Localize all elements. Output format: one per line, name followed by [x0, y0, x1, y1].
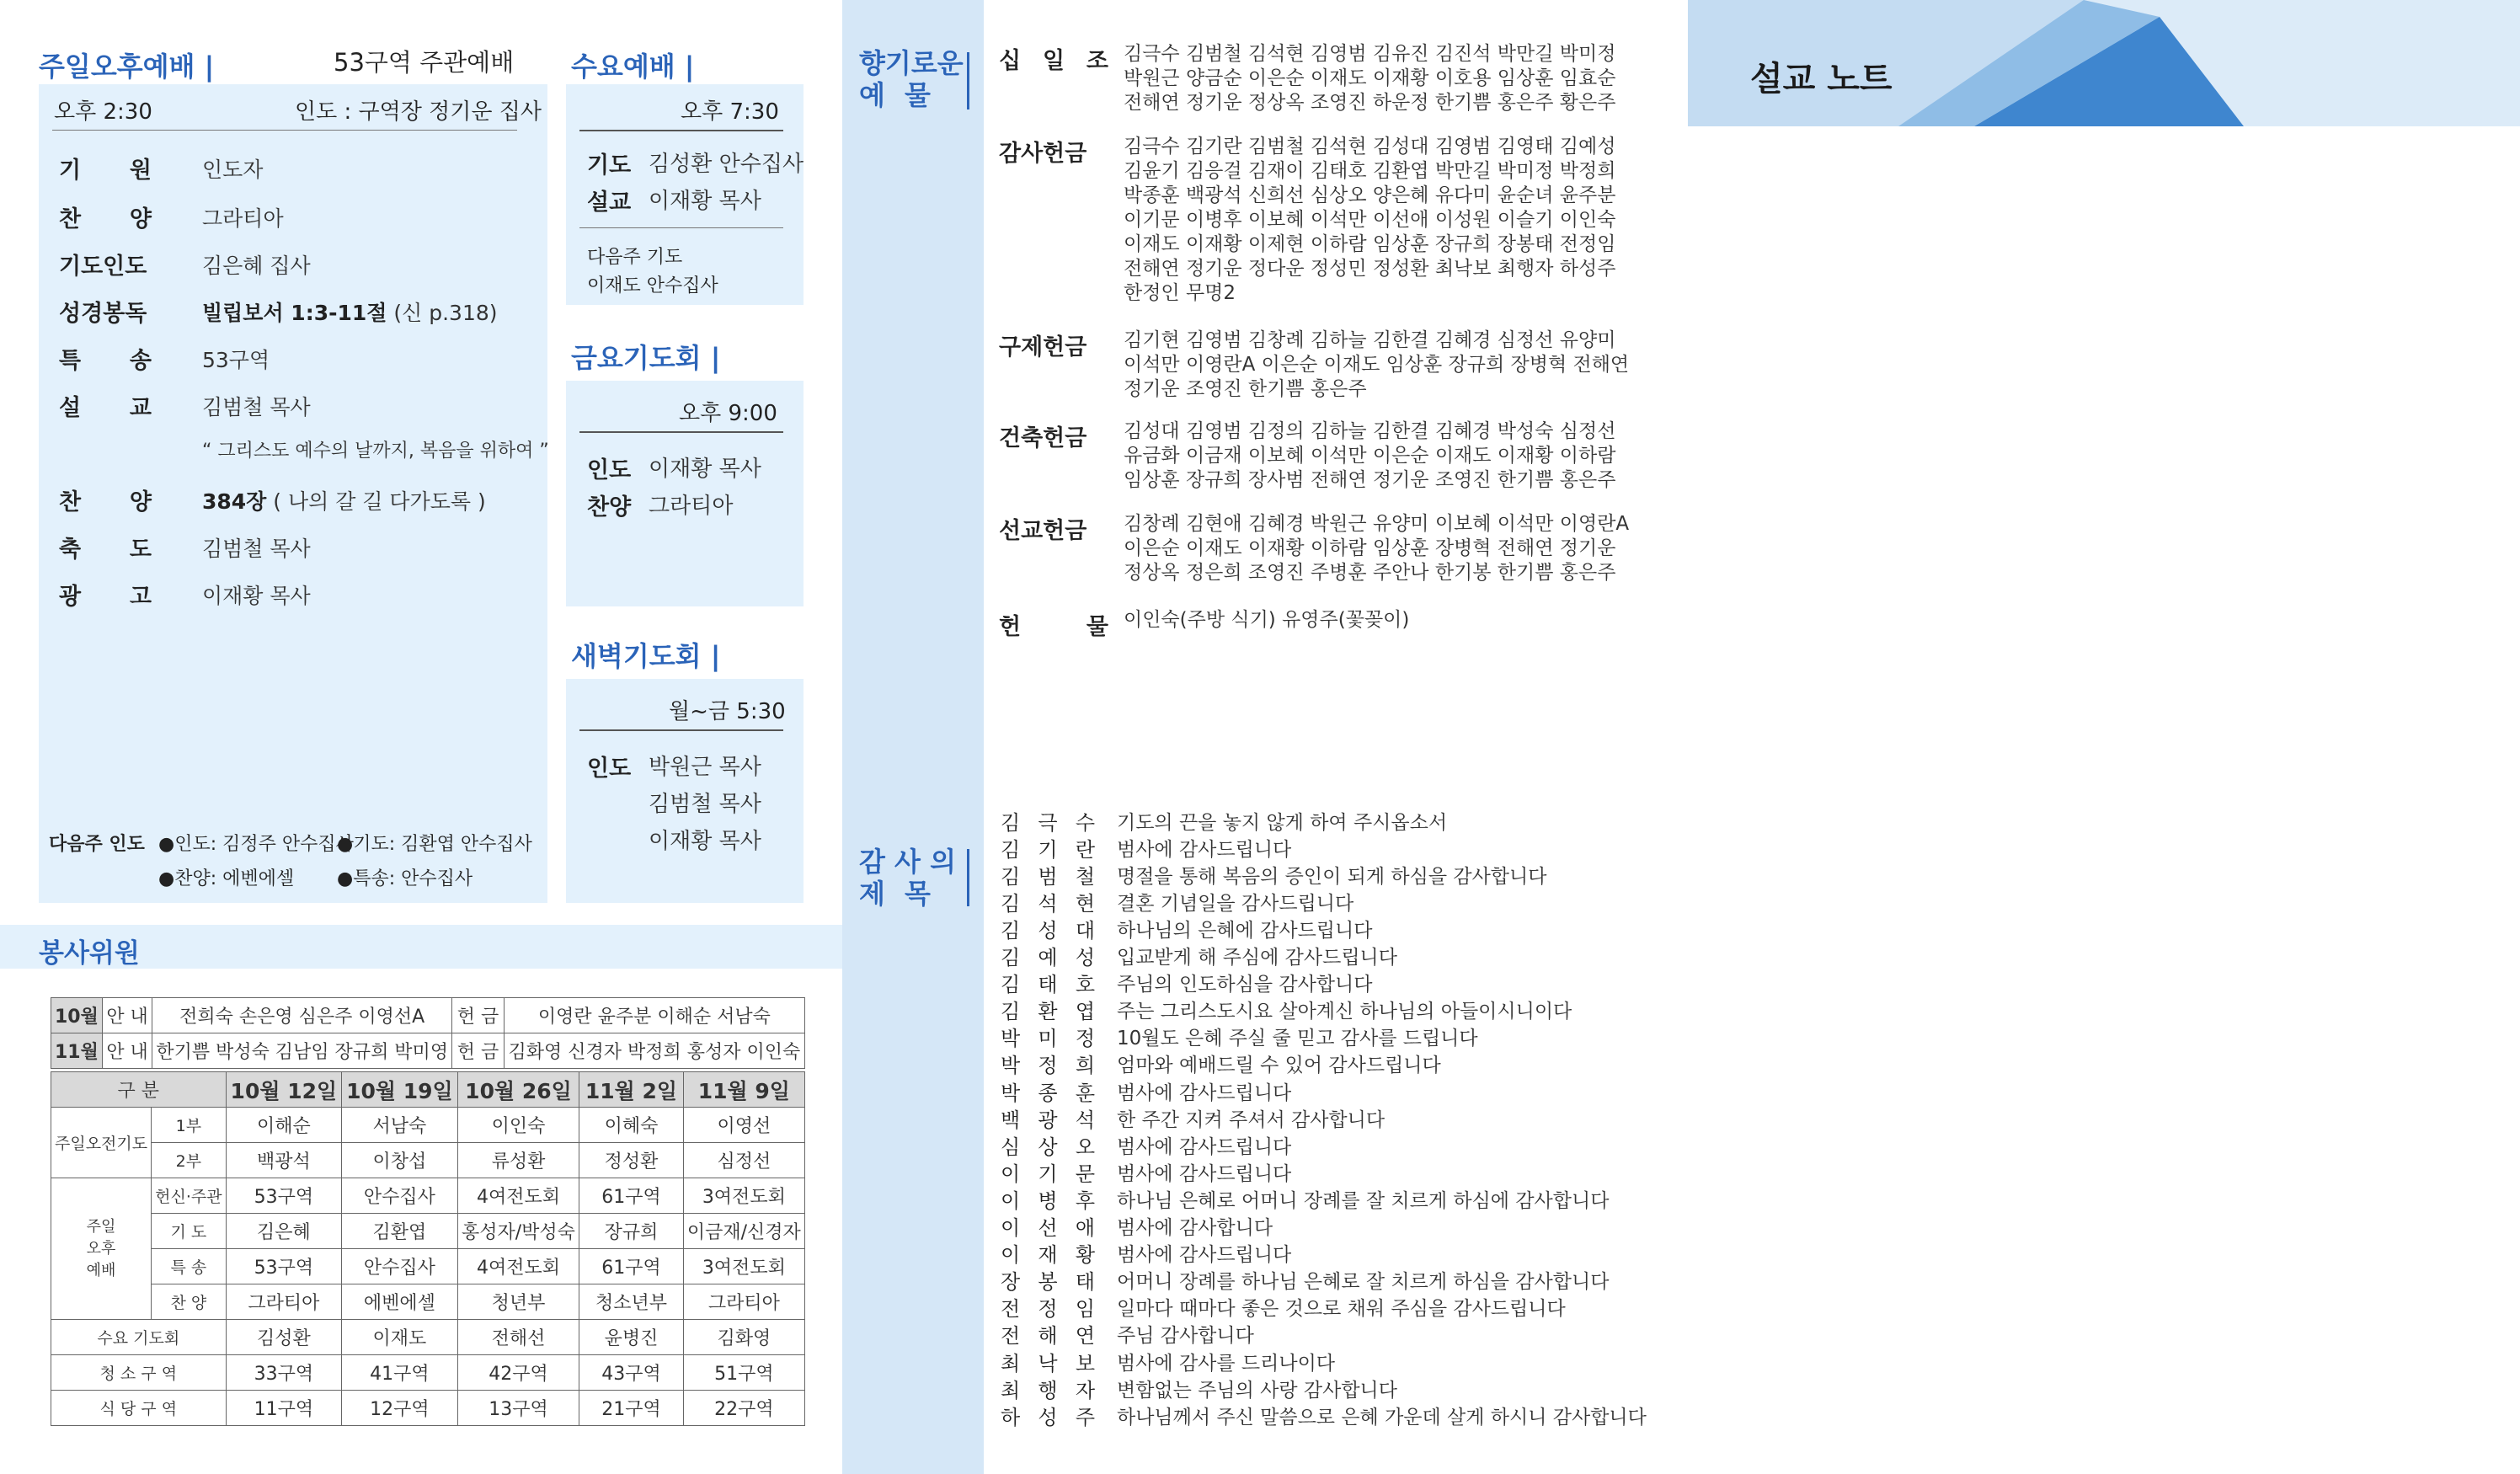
offer-names: 김화영 신경자 박정희 홍성자 이인숙: [504, 1033, 804, 1069]
cell: 4여전도회: [457, 1178, 579, 1214]
thanks-text: 입교받게 해 주심에 감사드립니다: [1117, 947, 1397, 969]
cell: 41구역: [342, 1355, 458, 1391]
cell: 3여전도회: [683, 1249, 804, 1284]
offering-line: 전해연 정기운 정상옥 조영진 하운정 한기쁨 홍은주 황은주: [1124, 92, 1616, 114]
order-item: [59, 342, 270, 375]
thanks-text: 주는 그리스도시요 살아계신 하나님의 아들이시니이다: [1117, 1001, 1572, 1023]
guide-names: 한기쁨 박성숙 김남임 장규희 박미영: [152, 1033, 452, 1069]
dawn-title: 새벽기도회 |: [571, 640, 721, 672]
order-value-rest: (신 p.318): [387, 300, 498, 325]
thanks-name: 김 범 철: [1001, 864, 1095, 889]
thanks-row: [1001, 1158, 1291, 1185]
sunday-time: 오후 2:30: [54, 99, 152, 125]
thanks-row: [1001, 1240, 1291, 1267]
thanks-row: [1001, 861, 1546, 888]
table-row: [51, 1284, 805, 1320]
cell: 53구역: [226, 1249, 342, 1284]
cell: 김환엽: [342, 1214, 458, 1249]
thanks-row: [1001, 1131, 1291, 1158]
offer-label: 헌 금: [452, 998, 505, 1033]
table-row: [51, 998, 805, 1033]
offering-label: 헌 물: [999, 614, 1108, 640]
cell: 백광석: [226, 1143, 342, 1178]
cell: 정성환: [579, 1143, 683, 1178]
thanks-name: 전 해 연: [1001, 1324, 1095, 1348]
order-item: [59, 200, 284, 233]
thanks-row: [1001, 1294, 1566, 1321]
wednesday-next: 이재도 안수집사: [587, 275, 718, 296]
guide-names: 전희숙 손은영 심은주 이영선A: [152, 998, 452, 1033]
cell: 11구역: [226, 1391, 342, 1426]
header-date: 10월 19일: [342, 1072, 458, 1108]
sunday-next-label: 다음주 인도: [49, 834, 145, 855]
guide-label: 안 내: [102, 998, 152, 1033]
thanks-row: [1001, 834, 1291, 861]
thanks-row: [1001, 1402, 1647, 1429]
offering-line: 김극수 김기란 김범철 김석현 김성대 김영범 김영태 김예성: [1124, 136, 1616, 158]
thanks-name: 김 극 수: [1001, 810, 1095, 835]
cell: 3여전도회: [683, 1178, 804, 1214]
offering-names: [1124, 419, 1730, 493]
order-label: 찬 양: [59, 489, 152, 515]
header-label: 구 분: [51, 1072, 227, 1108]
offering-label: 구제헌금: [999, 334, 1087, 360]
offering-label: 십 일 조: [999, 48, 1108, 74]
thanks-row: [1001, 807, 1447, 834]
thanks-row: [1001, 969, 1372, 996]
offering-line: 김성대 김영범 김정의 김하늘 김한결 김혜경 박성숙 심정선: [1124, 420, 1616, 442]
friday-title: 금요기도회 |: [571, 342, 721, 374]
sunday-next-lead: ●인도: 김정주 안수집사: [158, 834, 354, 855]
thanks-text: 명절을 통해 복음의 증인이 되게 하심을 감사합니다: [1117, 865, 1547, 888]
order-value-bold: 384장: [202, 489, 267, 514]
order-label: 찬 양: [59, 206, 152, 232]
thanks-name: 하 성 주: [1001, 1405, 1095, 1429]
thanks-text: 한 주간 지켜 주셔서 감사합니다: [1117, 1108, 1385, 1131]
order-label: 기도인도: [59, 254, 147, 280]
cell: 51구역: [683, 1355, 804, 1391]
cell: 이창섭: [342, 1143, 458, 1178]
header-date: 10월 12일: [226, 1072, 342, 1108]
header-date: 10월 26일: [457, 1072, 579, 1108]
cell: 홍성자/박성숙: [457, 1214, 579, 1249]
heading-bar: [967, 52, 969, 109]
offering-line: 박원근 양금순 이은순 이재도 이재황 이호용 임상훈 임효순: [1124, 67, 1616, 89]
cell: 장규희: [579, 1214, 683, 1249]
heading-bar: [967, 849, 969, 906]
order-item: [59, 152, 263, 184]
dawn-lead-1: 박원근 목사: [649, 755, 761, 780]
thanks-row: [1001, 1104, 1385, 1131]
row-sub-label: 기 도: [152, 1214, 226, 1249]
offering-line: 임상훈 장규희 장사범 전해연 정기운 조영진 한기쁨 홍은주: [1124, 469, 1616, 491]
sunday-next-prayer: ●기도: 김환엽 안수집사: [337, 834, 532, 855]
thanks-heading: [859, 846, 956, 910]
wednesday-sermon: 이재황 목사: [649, 189, 761, 214]
order-value: 이재황 목사: [202, 583, 311, 608]
offering-line: 이은순 이재도 이재황 이하람 임상훈 장병혁 전해연 정기운: [1124, 537, 1616, 559]
cell: 이해순: [226, 1108, 342, 1143]
thanks-text: 변함없는 주님의 사랑 감사합니다: [1117, 1379, 1397, 1402]
order-value: 김범철 목사: [202, 394, 311, 419]
cell: 김은혜: [226, 1214, 342, 1249]
thanks-row: [1001, 1023, 1478, 1050]
cell: 33구역: [226, 1355, 342, 1391]
order-value: 김은혜 집사: [202, 253, 311, 278]
divider: [579, 227, 783, 228]
offering-row: [999, 512, 1730, 585]
offering-line: 이재도 이재황 이제현 이하람 임상훈 장규희 장봉태 전정임: [1124, 233, 1616, 255]
wednesday-prayer: 김성환 안수집사: [649, 152, 804, 177]
middle-strip: [842, 0, 984, 1474]
thanks-name: 박 종 훈: [1001, 1081, 1095, 1105]
cell: 그라티아: [226, 1284, 342, 1320]
thanks-heading-line: 감 사 의: [859, 846, 957, 878]
thanks-name: 김 태 호: [1001, 973, 1095, 997]
thanks-text: 하나님의 은혜에 감사드립니다: [1117, 919, 1373, 942]
thanks-name: 김 성 대: [1001, 918, 1095, 943]
cell: 42구역: [457, 1355, 579, 1391]
thanks-text: 결혼 기념일을 감사드립니다: [1117, 892, 1354, 915]
table-row: [51, 1214, 805, 1249]
order-label: 광 고: [59, 584, 152, 610]
thanks-name: 이 재 황: [1001, 1243, 1095, 1268]
cell: 이영선: [683, 1108, 804, 1143]
offering-label: 건축헌금: [999, 425, 1087, 451]
offering-line: 김창례 김현애 김혜경 박원근 유양미 이보혜 이석만 이영란A: [1124, 513, 1630, 535]
thanks-text: 범사에 감사를 드리나이다: [1117, 1352, 1336, 1375]
order-label: 성경봉독: [59, 301, 147, 327]
month-cell: 11월: [51, 1033, 103, 1069]
sunday-leader: 인도 : 구역장 정기운 집사: [295, 99, 542, 125]
cell: 윤병진: [579, 1320, 683, 1355]
row-label: 수요 기도회: [51, 1320, 227, 1355]
offering-row: [999, 608, 1730, 641]
thanks-name: 김 환 엽: [1001, 1000, 1095, 1024]
morning-label: 주일오전기도: [51, 1108, 152, 1178]
order-value: 김범철 목사: [202, 536, 311, 561]
cell: 이재도: [342, 1320, 458, 1355]
table-row: [51, 1033, 805, 1069]
wednesday-time: 오후 7:30: [681, 99, 779, 125]
order-value-bold: 빌립보서 1:3-11절: [202, 300, 387, 325]
order-item: [59, 389, 311, 422]
thanks-heading-line: 제 목: [859, 878, 936, 910]
divider: [579, 431, 783, 433]
sunday-subtitle: 53구역 주관예배: [334, 48, 515, 77]
cell: 전해선: [457, 1320, 579, 1355]
thanks-text: 주님의 인도하심을 감사합니다: [1117, 974, 1373, 996]
thanks-row: [1001, 1077, 1291, 1104]
thanks-text: 하나님 은혜로 어머니 장례를 잘 치르게 하심에 감사합니다: [1117, 1189, 1610, 1212]
offering-line: 이인숙(주방 식기) 유영주(꽃꽂이): [1124, 609, 1410, 631]
thanks-row: [1001, 1348, 1335, 1375]
offering-row: [999, 328, 1730, 402]
month-cell: 10월: [51, 998, 103, 1033]
offering-names: [1124, 608, 1730, 641]
order-value: “ 그리스도 예수의 날까지, 복음을 위하여 ”: [202, 441, 549, 462]
order-value-rest: ( 나의 갈 길 다가도록 ): [266, 489, 486, 514]
cell: 김성환: [226, 1320, 342, 1355]
thanks-name: 전 정 임: [1001, 1297, 1095, 1322]
order-item: [59, 436, 549, 462]
thanks-row: [1001, 1185, 1609, 1212]
row-label: 청 소 구 역: [51, 1355, 227, 1391]
cell: 61구역: [579, 1249, 683, 1284]
offering-line: 김윤기 김응걸 김재이 김태호 김환엽 박만길 박미정 박정희: [1124, 160, 1616, 182]
thanks-text: 기도의 끈을 놓지 않게 하여 주시옵소서: [1117, 811, 1448, 834]
order-item: [59, 531, 311, 563]
thanks-name: 장 봉 태: [1001, 1270, 1095, 1295]
cell: 22구역: [683, 1391, 804, 1426]
thanks-text: 범사에 감사드립니다: [1117, 1135, 1292, 1158]
table-row: [51, 1320, 805, 1355]
offering-line: 김기현 김영범 김창례 김하늘 김한결 김혜경 심정선 유양미: [1124, 329, 1616, 351]
thanks-text: 범사에 감사드립니다: [1117, 838, 1292, 861]
row-label: 식 당 구 역: [51, 1391, 227, 1426]
cell: 안수집사: [342, 1249, 458, 1284]
header-date: 11월 2일: [579, 1072, 683, 1108]
thanks-name: 박 미 정: [1001, 1027, 1095, 1051]
order-label: 축 도: [59, 537, 152, 563]
order-label: 기 원: [59, 158, 152, 184]
wednesday-next-label: 다음주 기도: [587, 247, 683, 268]
wednesday-title: 수요예배 |: [571, 51, 695, 83]
row-sub-label: 찬 양: [152, 1284, 226, 1320]
volunteer-schedule-table: [51, 1071, 805, 1426]
cell: 청소년부: [579, 1284, 683, 1320]
cell: 43구역: [579, 1355, 683, 1391]
wednesday-sermon-label: 설교: [587, 190, 632, 216]
friday-lead-label: 인도: [587, 457, 632, 483]
thanks-name: 김 석 현: [1001, 891, 1095, 916]
divider: [579, 729, 783, 731]
cell: 13구역: [457, 1391, 579, 1426]
thanks-name: 최 행 자: [1001, 1378, 1095, 1402]
offering-label: 선교헌금: [999, 518, 1087, 544]
table-row: [51, 1178, 805, 1214]
afternoon-label: 주일 오후 예배: [51, 1178, 152, 1320]
offering-names: [1124, 135, 1730, 306]
friday-time: 오후 9:00: [679, 401, 777, 426]
cell: 61구역: [579, 1178, 683, 1214]
dawn-time: 월~금 5:30: [669, 699, 786, 724]
cell: 서남숙: [342, 1108, 458, 1143]
thanks-row: [1001, 1267, 1609, 1294]
thanks-text: 범사에 감사드립니다: [1117, 1162, 1292, 1185]
table-row: [51, 1249, 805, 1284]
cell: 이인숙: [457, 1108, 579, 1143]
thanks-row: [1001, 1375, 1397, 1402]
offering-line: 이기문 이병후 이보혜 이석만 이선애 이성원 이슬기 이인숙: [1124, 209, 1616, 231]
dawn-lead-3: 이재황 목사: [649, 829, 761, 854]
thanks-row: [1001, 1321, 1254, 1348]
thanks-name: 이 기 문: [1001, 1162, 1095, 1186]
row-sub-label: 특 송: [152, 1249, 226, 1284]
thanks-text: 10월도 은혜 주실 줄 믿고 감사를 드립니다: [1117, 1028, 1478, 1050]
order-value: [202, 296, 498, 327]
sunday-title: 주일오후예배 |: [39, 51, 215, 83]
table-row: [51, 1355, 805, 1391]
thanks-name: 백 광 석: [1001, 1108, 1095, 1132]
guide-label: 안 내: [102, 1033, 152, 1069]
thanks-name: 박 정 희: [1001, 1054, 1095, 1078]
offerings-heading-line: 예 물: [859, 79, 936, 111]
thanks-name: 심 상 오: [1001, 1135, 1095, 1159]
thanks-row: [1001, 888, 1353, 915]
offer-label: 헌 금: [452, 1033, 505, 1069]
offering-row: [999, 42, 1730, 115]
cell: 4여전도회: [457, 1249, 579, 1284]
thanks-name: 이 병 후: [1001, 1188, 1095, 1213]
order-item: [59, 295, 498, 328]
thanks-row: [1001, 943, 1397, 969]
order-value: 53구역: [202, 347, 270, 372]
table-header-row: [51, 1072, 805, 1108]
dawn-lead-label: 인도: [587, 756, 632, 782]
sunday-next-special: ●특송: 안수집사: [337, 868, 473, 889]
thanks-text: 하나님께서 주신 말씀으로 은혜 가운데 살게 하시니 감사합니다: [1117, 1406, 1647, 1429]
thanks-text: 주님 감사합니다: [1117, 1325, 1254, 1348]
offerings-heading-line: 향기로운: [859, 47, 964, 79]
cell: 그라티아: [683, 1284, 804, 1320]
dawn-lead-2: 김범철 목사: [649, 792, 761, 817]
cell: 21구역: [579, 1391, 683, 1426]
order-label: 설 교: [59, 395, 152, 421]
row-sub-label: 1부: [152, 1108, 226, 1143]
offering-names: [1124, 328, 1730, 402]
thanks-text: 엄마와 예배드릴 수 있어 감사드립니다: [1117, 1055, 1441, 1077]
cell: 김화영: [683, 1320, 804, 1355]
offering-names: [1124, 512, 1730, 585]
thanks-row: [1001, 996, 1572, 1023]
divider: [579, 130, 783, 131]
offering-line: 이석만 이영란A 이은순 이재도 임상훈 장규희 장병혁 전해연: [1124, 354, 1630, 376]
volunteers-title: 봉사위원: [39, 938, 140, 969]
offer-names: 이영란 윤주분 이해순 서남숙: [504, 998, 804, 1033]
friday-lead: 이재황 목사: [649, 457, 761, 482]
divider: [52, 130, 517, 131]
order-label: 특 송: [59, 348, 152, 374]
order-value: 인도자: [202, 157, 264, 182]
wednesday-prayer-label: 기도: [587, 152, 632, 179]
thanks-row: [1001, 1213, 1273, 1240]
row-sub-label: 2부: [152, 1143, 226, 1178]
volunteer-month-table: [51, 997, 805, 1069]
thanks-row: [1001, 1050, 1441, 1077]
table-row: [51, 1143, 805, 1178]
offering-row: [999, 135, 1730, 306]
sunday-next-praise: ●찬양: 에벤에셀: [158, 868, 295, 889]
order-value: [202, 485, 486, 515]
offering-label: 감사헌금: [999, 141, 1087, 167]
cell: 심정선: [683, 1143, 804, 1178]
cell: 청년부: [457, 1284, 579, 1320]
cell: 12구역: [342, 1391, 458, 1426]
cell: 53구역: [226, 1178, 342, 1214]
offering-names: [1124, 42, 1730, 115]
cell: 에벤에셀: [342, 1284, 458, 1320]
thanks-text: 어머니 장례를 하나님 은혜로 잘 치르게 하심을 감사합니다: [1117, 1271, 1610, 1294]
offering-line: 정상옥 정은희 조영진 주병훈 주안나 한기봉 한기쁨 홍은주: [1124, 562, 1616, 584]
order-item: [59, 578, 311, 611]
table-row: [51, 1108, 805, 1143]
order-item: [59, 483, 486, 516]
offering-line: 김극수 김범철 김석현 김영범 김유진 김진석 박만길 박미정: [1124, 43, 1616, 65]
thanks-text: 일마다 때마다 좋은 것으로 채워 주심을 감사드립니다: [1117, 1298, 1566, 1321]
offering-line: 정기운 조영진 한기쁨 홍은주: [1124, 378, 1367, 400]
cell: 류성환: [457, 1143, 579, 1178]
thanks-text: 범사에 감사드립니다: [1117, 1081, 1292, 1104]
header-date: 11월 9일: [683, 1072, 804, 1108]
friday-praise: 그라티아: [649, 494, 734, 519]
offering-line: 한정인 무명2: [1124, 282, 1236, 304]
thanks-text: 범사에 감사드립니다: [1117, 1244, 1292, 1267]
table-row: [51, 1391, 805, 1426]
cell: 이금재/신경자: [683, 1214, 804, 1249]
offering-line: 박종훈 백광석 신희선 심상오 양은혜 유다미 윤순녀 윤주분: [1124, 184, 1616, 206]
thanks-row: [1001, 915, 1372, 942]
thanks-name: 이 선 애: [1001, 1216, 1095, 1240]
thanks-name: 최 낙 보: [1001, 1351, 1095, 1375]
offerings-heading: [859, 47, 964, 111]
friday-praise-label: 찬양: [587, 494, 632, 521]
order-item: [59, 248, 311, 280]
offering-line: 유금화 이금재 이보혜 이석만 이은순 이재도 이재황 이하람: [1124, 445, 1616, 467]
thanks-text: 범사에 감사합니다: [1117, 1217, 1273, 1239]
thanks-name: 김 기 란: [1001, 837, 1095, 862]
offering-line: 전해연 정기운 정다운 정성민 정성환 최낙보 최행자 하성주: [1124, 258, 1616, 280]
thanks-name: 김 예 성: [1001, 946, 1095, 969]
offering-row: [999, 419, 1730, 493]
notes-title: 설교 노트: [1750, 60, 1893, 99]
cell: 안수집사: [342, 1178, 458, 1214]
row-sub-label: 헌신·주관: [152, 1178, 226, 1214]
cell: 이혜숙: [579, 1108, 683, 1143]
order-value: 그라티아: [202, 206, 284, 231]
